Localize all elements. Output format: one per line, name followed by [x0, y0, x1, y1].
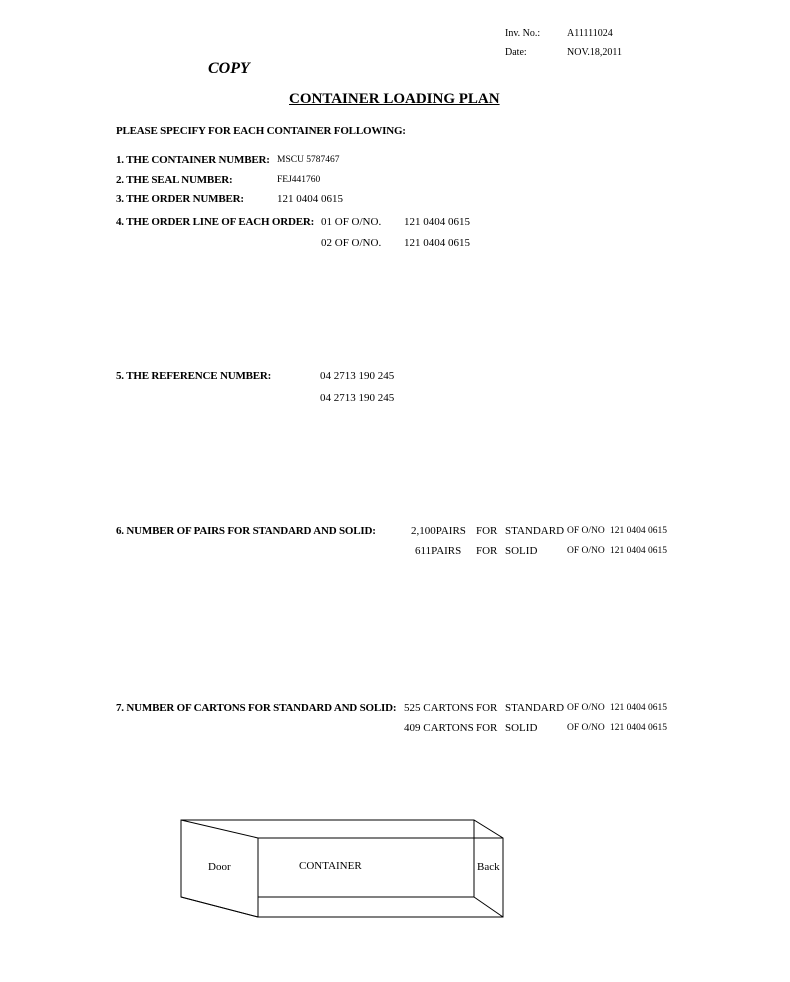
- cartons-standard-qty: 525 CARTONS: [404, 702, 474, 714]
- cartons-solid-for: FOR: [476, 722, 498, 734]
- seal-number-label: 2. THE SEAL NUMBER:: [116, 174, 233, 186]
- cartons-solid-order: 121 0404 0615: [610, 723, 667, 733]
- door-label: Door: [208, 861, 231, 873]
- order-line-2: 02 OF O/NO.: [321, 237, 382, 249]
- order-line-1-order: 121 0404 0615: [404, 216, 470, 228]
- invoice-label: Inv. No.:: [505, 28, 541, 39]
- pairs-solid-qty: 611PAIRS: [415, 545, 462, 557]
- container-edge: [474, 897, 503, 917]
- date-label: Date:: [505, 47, 527, 58]
- pairs-standard-for: FOR: [476, 525, 498, 537]
- copy-stamp: COPY: [208, 60, 250, 77]
- container-edge: [181, 897, 258, 917]
- cartons-label: 7. NUMBER OF CARTONS FOR STANDARD AND SOLID:: [116, 702, 397, 714]
- pairs-standard-type: STANDARD: [505, 525, 565, 537]
- container-edge: [181, 820, 258, 838]
- cartons-standard-for: FOR: [476, 702, 498, 714]
- cartons-solid-qty: 409 CARTONS: [404, 722, 474, 734]
- pairs-standard-ofono: OF O/NO: [567, 526, 605, 536]
- cartons-standard-ofono: OF O/NO: [567, 703, 605, 713]
- container-label: CONTAINER: [299, 860, 362, 872]
- cartons-standard-order: 121 0404 0615: [610, 703, 667, 713]
- back-label: Back: [477, 861, 500, 873]
- cartons-standard-type: STANDARD: [505, 702, 565, 714]
- container-inner-box: [258, 838, 474, 897]
- container-number-label: 1. THE CONTAINER NUMBER:: [116, 154, 270, 166]
- pairs-solid-type: SOLID: [505, 545, 538, 557]
- seal-number-value: FEJ441760: [277, 175, 321, 185]
- order-line-label: 4. THE ORDER LINE OF EACH ORDER:: [116, 216, 315, 228]
- pairs-solid-for: FOR: [476, 545, 498, 557]
- reference-number-2: 04 2713 190 245: [320, 392, 395, 404]
- page-title: CONTAINER LOADING PLAN: [289, 91, 500, 107]
- order-line-2-order: 121 0404 0615: [404, 237, 470, 249]
- date-value: NOV.18,2011: [567, 47, 623, 58]
- pairs-label: 6. NUMBER OF PAIRS FOR STANDARD AND SOLID:: [116, 525, 376, 537]
- container-number-value: MSCU 5787467: [277, 155, 340, 165]
- order-number-label: 3. THE ORDER NUMBER:: [116, 193, 244, 205]
- pairs-standard-qty: 2,100PAIRS: [411, 525, 466, 537]
- pairs-solid-order: 121 0404 0615: [610, 546, 667, 556]
- pairs-solid-ofono: OF O/NO: [567, 546, 605, 556]
- order-number-value: 121 0404 0615: [277, 193, 343, 205]
- cartons-solid-type: SOLID: [505, 722, 538, 734]
- reference-number-1: 04 2713 190 245: [320, 370, 395, 382]
- order-line-1: 01 OF O/NO.: [321, 216, 382, 228]
- intro-text: PLEASE SPECIFY FOR EACH CONTAINER FOLLOWING:: [116, 125, 406, 137]
- pairs-standard-order: 121 0404 0615: [610, 526, 667, 536]
- reference-number-label: 5. THE REFERENCE NUMBER:: [116, 370, 272, 382]
- invoice-number: A11111024: [567, 28, 613, 39]
- cartons-solid-ofono: OF O/NO: [567, 723, 605, 733]
